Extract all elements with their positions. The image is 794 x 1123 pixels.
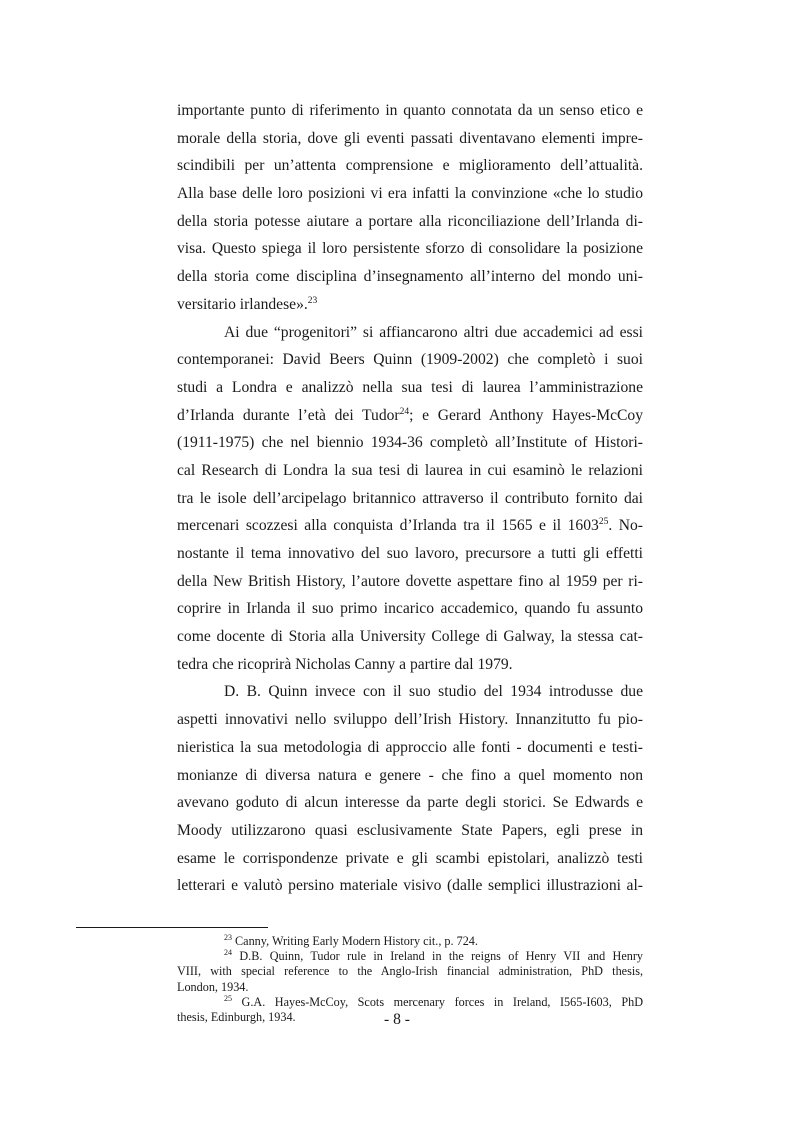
text-line: cal Research di Londra la sua tesi di laurea in cui esaminò le relazioni (177, 461, 643, 479)
text-line: avevano goduto di alcun interesse da parte degli storici. Se Edwards e (177, 794, 643, 812)
footnote-number: 25 (224, 993, 232, 1003)
text-line (177, 512, 643, 540)
text-line: scindibili per un’attenta comprensione e miglioramento dell’attualità. (177, 157, 643, 175)
text-line: letterari e valutò persino materiale visivo (dalle semplici illustrazioni al- (177, 877, 643, 895)
footnote-ref-23[interactable]: 23 (307, 295, 318, 306)
text-line: come docente di Storia alla University College di Galway, la stessa cat- (177, 628, 643, 646)
text-fragment: d’Irlanda durante l’età dei Tudor (177, 406, 400, 424)
text-line: contemporanei: David Beers Quinn (1909-2002) che completò i suoi (177, 351, 643, 369)
text-line: della New British History, l’autore dovette aspettare fino al 1959 per ri- (177, 572, 643, 590)
footnote-number: 23 (224, 933, 232, 942)
footnote-line: London, 1934. (177, 979, 249, 994)
text-line: D. B. Quinn invece con il suo studio del 1934 introdusse due (224, 683, 643, 701)
text-line: coprire in Irlanda il suo primo incarico accademico, quando fu assunto (177, 600, 643, 618)
text-fragment: . No- (608, 517, 643, 535)
text-line: nieristica la sua metodologia di approccio alle fonti - documenti e testi- (177, 738, 643, 756)
text-line: (1911-1975) che nel biennio 1934-36 completò all’Institute of Histori- (177, 434, 643, 452)
text-line: monianze di diversa natura e genere - che fino a quel momento non (177, 766, 643, 784)
footnote-number: 24 (224, 948, 232, 958)
text-line: tedra che ricoprirà Nicholas Canny a partire dal 1979. (177, 655, 513, 673)
text-line: nostante il tema innovativo del suo lavoro, precursore a tutti gli effetti (177, 545, 643, 562)
footnote-ref-24[interactable]: 24 (399, 406, 410, 417)
footnote-ref-25[interactable]: 25 (598, 517, 609, 528)
footnote-25 (177, 995, 643, 1010)
text-line: tra le isole dell’arcipelago britannico attraverso il contributo fornito dai (177, 489, 643, 507)
footnote-text: G.A. Hayes-McCoy, Scots mercenary forces in Ireland, I565-I603, PhD (241, 994, 643, 1009)
text-line: visa. Questo spiega il loro persistente sforzo di consolidare la posizione (177, 240, 643, 258)
text-line: della storia come disciplina d’insegnamento all’interno del mondo uni- (177, 268, 643, 286)
footnote-text: D.B. Quinn, Tudor rule in Ireland in the reigns of Henry VII and Henry (239, 949, 643, 964)
text-line: esame le corrispondenze private e gli scambi epistolari, analizzò testi (177, 849, 643, 867)
text-line: Moody utilizzarono quasi esclusivamente State Papers, egli prese in (177, 821, 643, 839)
text-line (177, 402, 643, 430)
text-fragment: versitario irlandese». (177, 295, 308, 313)
text-line: Alla base delle loro posizioni vi era infatti la convinzione «che lo studio (177, 185, 643, 203)
text-line: aspetti innovativi nello sviluppo dell’Irish History. Innanzitutto fu pio- (177, 711, 643, 729)
footnote-separator (76, 927, 268, 928)
footnote-line: VIII, with special reference to the Anglo-Irish financial administration, PhD thesis, (177, 964, 643, 979)
footnote-23 (177, 934, 643, 949)
footnote-24 (177, 949, 643, 964)
text-line (177, 291, 643, 319)
page-number: - 8 - (384, 1011, 410, 1028)
text-line: studi a Londra e analizzò nella sua tesi di laurea l’amministrazione (177, 378, 643, 396)
text-line: della storia potesse aiutare a portare alla riconciliazione dell’Irlanda di- (177, 212, 643, 230)
text-line: morale della storia, dove gli eventi passati diventavano elementi impre- (177, 129, 643, 147)
text-line: Ai due “progenitori” si affiancarono altri due accademici ad essi (224, 323, 643, 341)
text-line: importante punto di riferimento in quanto connotata da un senso etico e (177, 102, 643, 119)
main-text (177, 97, 643, 900)
text-fragment: mercenari scozzesi alla conquista d’Irlanda tra il 1565 e il 1603 (177, 517, 599, 535)
footnote-line: thesis, Edinburgh, 1934. (177, 1009, 296, 1024)
footnote-text: Canny, Writing Early Modern History cit., p. 724. (235, 934, 478, 948)
text-fragment: ; e Gerard Anthony Hayes-McCoy (409, 406, 644, 424)
